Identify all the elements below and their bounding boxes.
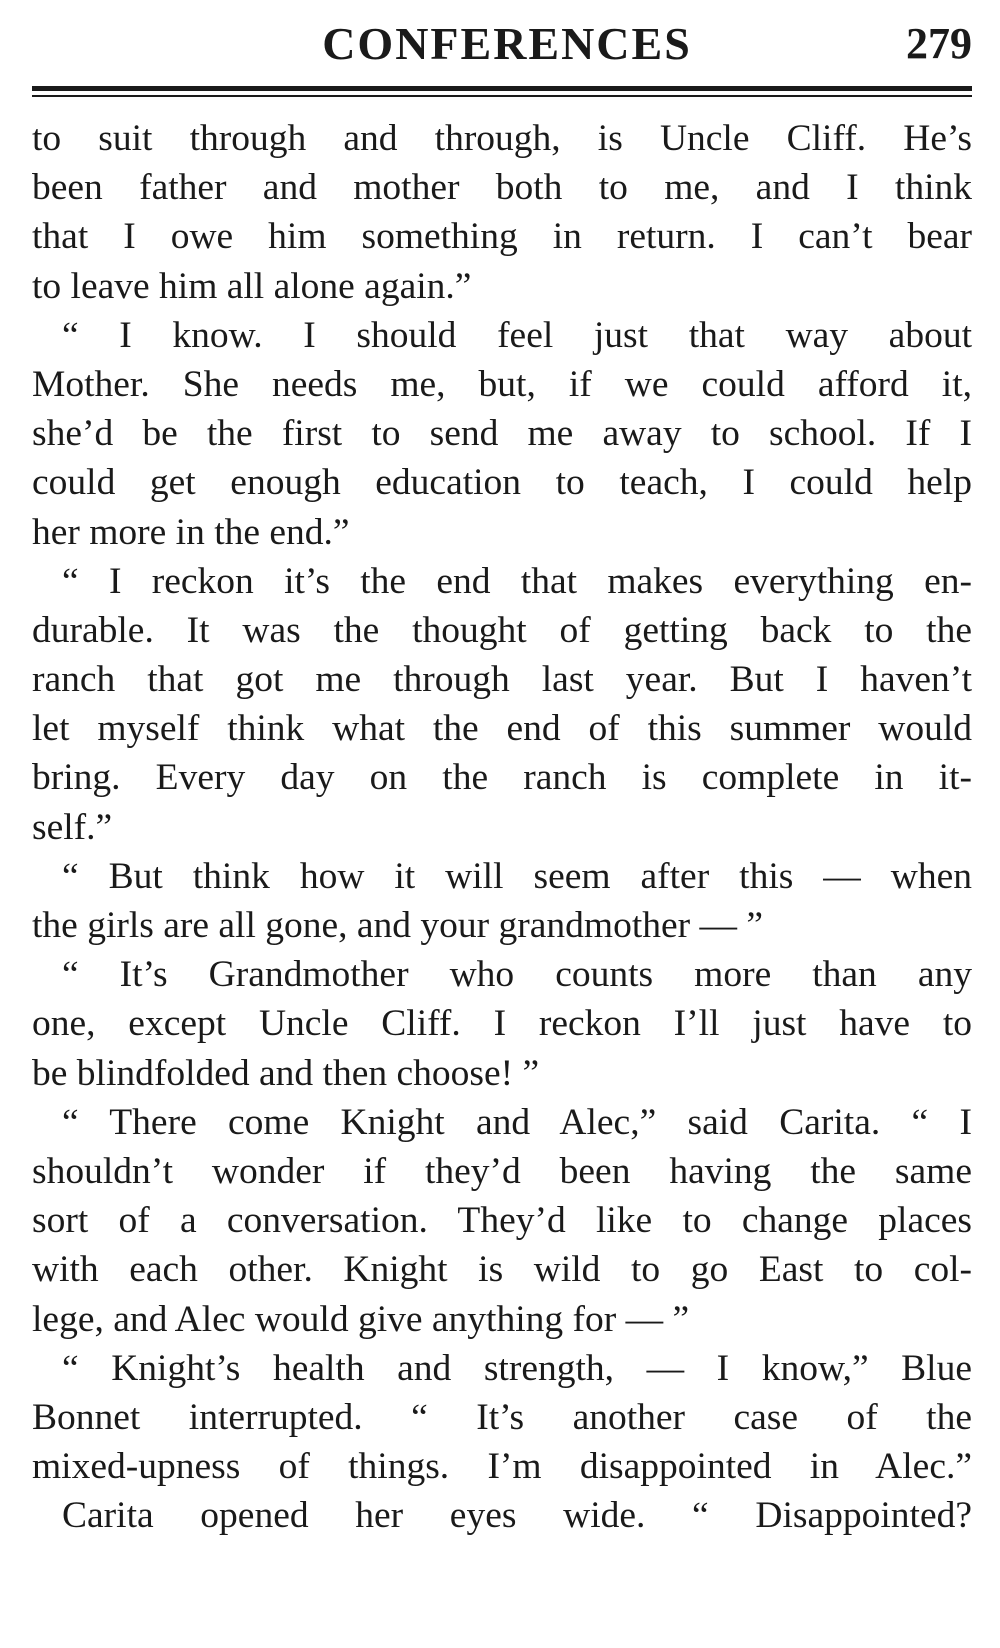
text-line: to leave him all alone again.” (32, 265, 472, 307)
text-line: the girls are all gone, and your grandmother — ” (32, 905, 764, 946)
text-line: self.” (32, 806, 113, 848)
running-title: CONFERENCES (322, 18, 692, 69)
text-line: one, except Uncle Cliff. I reckon I’ll just have to (32, 1003, 972, 1045)
body-text (32, 114, 972, 1540)
text-line: durable. It was the thought of getting back to the (32, 609, 972, 651)
text-line: “ It’s Grandmother who counts more than any (62, 954, 972, 996)
header-rule-thin (32, 95, 972, 97)
text-line: with each other. Knight is wild to go East to col- (32, 1249, 972, 1291)
text-line: Carita opened her eyes wide. “ Disappointed? (62, 1495, 972, 1537)
text-line: “ Knight’s health and strength, — I know,” Blue (62, 1347, 972, 1389)
header-rule-thick (32, 86, 972, 91)
text-line: Mother. She needs me, but, if we could afford it, (32, 363, 972, 405)
text-line: mixed-upness of things. I’m disappointed in Alec.” (32, 1446, 972, 1488)
text-line: sort of a conversation. They’d like to change places (32, 1200, 972, 1242)
text-line: ranch that got me through last year. But I haven’t (32, 659, 972, 701)
text-line: shouldn’t wonder if they’d been having the same (32, 1150, 972, 1192)
text-line: lege, and Alec would give anything for — ” (32, 1298, 690, 1340)
text-line: her more in the end.” (32, 511, 350, 553)
text-line: bring. Every day on the ranch is complete in it- (32, 757, 972, 799)
text-line: been father and mother both to me, and I think (32, 167, 972, 209)
running-head (32, 14, 972, 74)
text-line: be blindfolded and then choose! ” (32, 1052, 540, 1094)
text-line: to suit through and through, is Uncle Cliff. He’s (32, 118, 972, 159)
text-line: she’d be the first to send me away to school. If I (32, 413, 972, 455)
page-number: 279 (906, 19, 972, 68)
text-line: let myself think what the end of this summer would (32, 708, 972, 750)
text-line: could get enough education to teach, I could help (32, 462, 972, 504)
text-line: that I owe him something in return. I can’t bear (32, 216, 972, 258)
text-line: Bonnet interrupted. “ It’s another case of the (32, 1396, 972, 1438)
text-line: “ There come Knight and Alec,” said Carita. “ I (62, 1101, 972, 1143)
text-line: “ I know. I should feel just that way about (62, 314, 972, 356)
text-line: “ But think how it will seem after this — when (62, 855, 972, 897)
text-line: “ I reckon it’s the end that makes everything en- (62, 560, 972, 602)
